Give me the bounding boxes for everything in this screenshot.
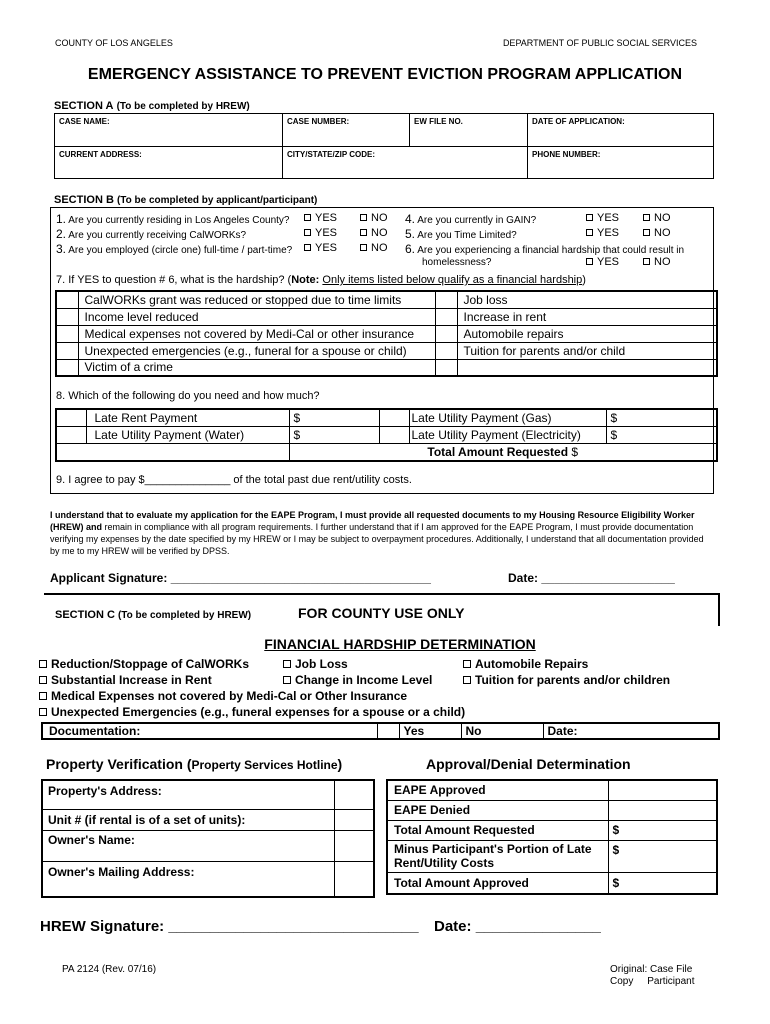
department-name: DEPARTMENT OF PUBLIC SOCIAL SERVICES <box>502 38 697 48</box>
q6-no[interactable] <box>643 256 671 268</box>
section-b-note: (To be completed by applicant/participant) <box>116 195 318 206</box>
table-row <box>56 308 717 325</box>
hardship-check[interactable] <box>435 342 457 359</box>
table-row <box>387 872 717 894</box>
statement-bold: I understand that to evaluate my application for the EAPE Program, I must provide all requested documents to my Housing Resource Eligibility Worker (HREW) and <box>50 510 695 532</box>
date-of-application-label: DATE OF APPLICATION: <box>532 117 625 126</box>
hardship-right-item: Increase in rent <box>457 308 717 325</box>
opt-job-loss[interactable] <box>283 657 348 671</box>
question-2 <box>56 227 246 241</box>
total-requested-input[interactable]: $ <box>608 820 717 840</box>
q1-num: 1. <box>56 212 67 226</box>
spacer <box>56 443 289 461</box>
yes-label: YES <box>597 227 620 239</box>
dollar-sign: $ <box>571 444 579 459</box>
hardship-table <box>55 290 718 377</box>
section-a-note: (To be completed by HREW) <box>116 101 250 112</box>
q5-num: 5. <box>405 227 416 241</box>
q5-text: Are you Time Limited? <box>417 230 517 241</box>
hardship-check[interactable] <box>435 359 457 376</box>
checkbox-icon[interactable] <box>39 692 47 700</box>
approval-title: Approval/Denial Determination <box>426 756 631 772</box>
table-row <box>56 359 717 376</box>
table-row <box>42 780 374 809</box>
documentation-yes: Yes <box>399 723 461 739</box>
table-row <box>56 342 717 359</box>
total-requested-label: Total Amount Requested <box>427 444 569 459</box>
need-right-amount[interactable]: $ <box>606 426 717 443</box>
question-8: 8. Which of the following do you need and how much? <box>56 390 320 402</box>
hardship-check[interactable] <box>435 308 457 325</box>
opt-label: Change in Income Level <box>295 673 433 687</box>
checkbox-icon[interactable] <box>643 229 650 236</box>
table-row <box>387 840 717 872</box>
opt-label: Reduction/Stoppage of CalWORKs <box>51 657 249 671</box>
property-title <box>46 756 342 772</box>
copy-participant: Copy Participant <box>610 976 695 987</box>
table-row <box>56 291 717 308</box>
property-address-input[interactable] <box>334 780 374 809</box>
checkbox-icon[interactable] <box>360 214 367 221</box>
yes-label: YES <box>315 212 338 224</box>
checkbox-icon[interactable] <box>283 660 291 668</box>
case-number-label: CASE NUMBER: <box>287 117 350 126</box>
hardship-check[interactable] <box>56 342 78 359</box>
q4-yes[interactable] <box>586 212 619 224</box>
need-check[interactable] <box>56 426 86 443</box>
opt-reduction[interactable] <box>39 657 249 671</box>
question-6 <box>405 242 684 256</box>
applicant-signature-line[interactable]: _______________________________________ <box>170 571 431 585</box>
need-right-item: Late Utility Payment (Gas) <box>409 409 606 426</box>
table-row <box>56 443 717 461</box>
hrew-date[interactable] <box>434 918 601 935</box>
total-approved-input[interactable]: $ <box>608 872 717 894</box>
hrew-signature-label: HREW Signature: <box>40 918 165 935</box>
table-row <box>42 723 719 739</box>
county-name: COUNTY OF LOS ANGELES <box>55 38 173 48</box>
checkbox-icon[interactable] <box>304 229 311 236</box>
documentation-no[interactable]: No <box>461 723 543 739</box>
table-row <box>56 325 717 342</box>
total-requested-cell[interactable] <box>289 443 717 461</box>
documentation-date[interactable]: Date: <box>543 723 719 739</box>
determination-title: FINANCIAL HARDSHIP DETERMINATION <box>264 636 536 652</box>
statement-rest: remain in compliance with all program requirements. I further understand that if I am approved for the EAPE Program, I must provide documentation verifying my expenses by the date specified by my HREW or I may be subject to overpayment procedures. Additionally, I understand that all documentation provided by me to my HREW will be verified by DPSS. <box>50 522 704 556</box>
applicant-signature-label: Applicant Signature: <box>50 571 168 585</box>
property-address-label: Property's Address: <box>42 780 334 809</box>
need-check[interactable] <box>379 426 409 443</box>
applicant-signature[interactable] <box>50 571 431 585</box>
q4-num: 4. <box>405 212 416 226</box>
q6-text: Are you experiencing a financial hardship that could result in <box>417 245 685 256</box>
need-left-amount[interactable]: $ <box>289 409 379 426</box>
opt-tuition[interactable] <box>463 673 670 687</box>
q7-lead: 7. If YES to question # 6, what is the hardship? ( <box>56 274 292 286</box>
need-right-item: Late Utility Payment (Electricity) <box>409 426 606 443</box>
eape-denied-input[interactable] <box>608 800 717 820</box>
participant-portion-input[interactable]: $ <box>608 840 717 872</box>
case-number-field[interactable] <box>282 113 410 147</box>
city-state-zip-field[interactable] <box>282 146 528 179</box>
opt-income-change[interactable] <box>283 673 432 687</box>
county-use-only: FOR COUNTY USE ONLY <box>298 605 465 621</box>
total-requested-label: Total Amount Requested <box>387 820 608 840</box>
hardship-left-item: CalWORKs grant was reduced or stopped due to time limits <box>78 291 435 308</box>
q6-num: 6. <box>405 242 416 256</box>
table-row <box>56 426 717 443</box>
table-row <box>387 820 717 840</box>
ew-file-no-field[interactable] <box>409 113 528 147</box>
need-left-item: Late Utility Payment (Water) <box>86 426 289 443</box>
checkbox-icon[interactable] <box>586 258 593 265</box>
applicant-date[interactable] <box>508 571 675 585</box>
yes-label: YES <box>315 242 338 254</box>
city-state-zip-label: CITY/STATE/ZIP CODE: <box>287 150 376 159</box>
hardship-right-item: Automobile repairs <box>457 325 717 342</box>
eape-denied-label: EAPE Denied <box>387 800 608 820</box>
section-b-heading <box>54 194 317 206</box>
eape-approved-label: EAPE Approved <box>387 780 608 800</box>
eape-approved-input[interactable] <box>608 780 717 800</box>
phone-number-label: PHONE NUMBER: <box>532 150 601 159</box>
phone-number-field[interactable] <box>527 146 714 179</box>
case-name-field[interactable] <box>54 113 283 147</box>
checkbox-icon[interactable] <box>39 660 47 668</box>
opt-label: Unexpected Emergencies (e.g., funeral expenses for a spouse or a child) <box>51 705 466 719</box>
form-id: PA 2124 (Rev. 07/16) <box>62 964 157 975</box>
opt-label: Substantial Increase in Rent <box>51 673 212 687</box>
yes-label: YES <box>597 256 620 268</box>
q2-text: Are you currently receiving CalWORKs? <box>68 230 247 241</box>
q1-yes[interactable] <box>304 212 337 224</box>
need-check[interactable] <box>379 409 409 426</box>
need-check[interactable] <box>56 409 86 426</box>
section-a-table <box>54 113 714 179</box>
total-approved-label: Total Amount Approved <box>387 872 608 894</box>
checkbox-icon[interactable] <box>463 676 471 684</box>
checkbox-icon[interactable] <box>586 229 593 236</box>
question-9: 9. I agree to pay $______________ of the total past due rent/utility costs. <box>56 474 412 486</box>
documentation-yes-check[interactable] <box>377 723 399 739</box>
section-c-label: SECTION C <box>55 609 115 621</box>
property-title-main: Property Verification ( <box>46 756 192 772</box>
case-name-label: CASE NAME: <box>59 117 110 126</box>
q2-yes[interactable] <box>304 227 337 239</box>
checkbox-icon[interactable] <box>463 660 471 668</box>
q1-text: Are you currently residing in Los Angeles County? <box>68 215 290 226</box>
property-title-close: ) <box>337 756 343 772</box>
question-7 <box>56 274 586 286</box>
table-row <box>387 780 717 800</box>
q3-yes[interactable] <box>304 242 337 254</box>
hardship-check[interactable] <box>435 291 457 308</box>
hrew-date-line[interactable]: _______________ <box>475 918 601 935</box>
section-a-heading <box>54 100 250 112</box>
checkbox-icon[interactable] <box>39 676 47 684</box>
q1-no[interactable] <box>360 212 388 224</box>
documentation-label: Documentation: <box>42 723 377 739</box>
table-row <box>387 800 717 820</box>
table-row <box>56 409 717 426</box>
hardship-check[interactable] <box>56 291 78 308</box>
no-label: NO <box>371 242 388 254</box>
yes-label: YES <box>315 227 338 239</box>
q3-num: 3. <box>56 242 67 256</box>
checkbox-icon[interactable] <box>643 258 650 265</box>
q4-text: Are you currently in GAIN? <box>417 215 537 226</box>
hrew-signature-line[interactable]: ______________________________ <box>168 918 419 935</box>
opt-rent-increase[interactable] <box>39 673 212 687</box>
q5-yes[interactable] <box>586 227 619 239</box>
table-row <box>42 809 374 830</box>
q4-no[interactable] <box>643 212 671 224</box>
need-left-amount[interactable]: $ <box>289 426 379 443</box>
hardship-right-item: Tuition for parents and/or child <box>457 342 717 359</box>
current-address-label: CURRENT ADDRESS: <box>59 150 142 159</box>
q7-close: ) <box>582 274 586 286</box>
applicant-statement <box>50 509 715 557</box>
need-table <box>55 408 718 462</box>
no-label: NO <box>654 256 671 268</box>
owner-mailing-label: Owner's Mailing Address: <box>42 861 334 897</box>
q7-note-label: Note: <box>291 274 320 286</box>
need-right-amount[interactable]: $ <box>606 409 717 426</box>
date-of-application-field[interactable] <box>527 113 714 147</box>
ew-file-no-label: EW FILE NO. <box>414 117 463 126</box>
need-left-item: Late Rent Payment <box>86 409 289 426</box>
hardship-check[interactable] <box>435 325 457 342</box>
section-b-label: SECTION B <box>54 194 114 206</box>
section-c-note: (To be completed by HREW) <box>117 610 252 621</box>
hardship-check[interactable] <box>56 308 78 325</box>
hardship-left-item: Unexpected emergencies (e.g., funeral for a spouse or child) <box>78 342 435 359</box>
no-label: NO <box>371 227 388 239</box>
approval-table <box>386 779 718 895</box>
applicant-date-label: Date: <box>508 571 539 585</box>
section-a-label: SECTION A <box>54 100 114 112</box>
checkbox-icon[interactable] <box>304 244 311 251</box>
question-3 <box>56 242 292 256</box>
table-row <box>42 861 374 897</box>
hardship-check[interactable] <box>56 325 78 342</box>
documentation-table <box>41 722 720 740</box>
owner-name-label: Owner's Name: <box>42 830 334 861</box>
hrew-signature[interactable] <box>40 918 419 935</box>
participant-portion-label: Minus Participant's Portion of Late Rent/Utility Costs <box>387 840 608 872</box>
table-row <box>42 830 374 861</box>
checkbox-icon[interactable] <box>586 214 593 221</box>
current-address-field[interactable] <box>54 146 283 179</box>
checkbox-icon[interactable] <box>304 214 311 221</box>
opt-auto-repairs[interactable] <box>463 657 588 671</box>
form-title: EMERGENCY ASSISTANCE TO PREVENT EVICTION PROGRAM APPLICATION <box>87 66 683 83</box>
hardship-right-item <box>457 359 717 376</box>
property-title-sub: Property Services Hotline <box>191 758 338 772</box>
q6-yes[interactable] <box>586 256 619 268</box>
hardship-check[interactable] <box>56 359 78 376</box>
opt-label: Tuition for parents and/or children <box>475 673 671 687</box>
opt-label: Medical Expenses not covered by Medi-Cal or Other Insurance <box>51 689 408 703</box>
q2-num: 2. <box>56 227 67 241</box>
question-5 <box>405 227 517 241</box>
applicant-date-line[interactable]: ____________________ <box>541 571 675 585</box>
copy-original: Original: Case File <box>610 964 693 975</box>
q3-text: Are you employed (circle one) full-time / part-time? <box>68 245 293 256</box>
section-c-heading <box>55 609 251 621</box>
owner-name-input[interactable] <box>334 830 374 861</box>
q2-no[interactable] <box>360 227 388 239</box>
no-label: NO <box>371 212 388 224</box>
opt-emergencies[interactable] <box>39 705 465 719</box>
opt-medical[interactable] <box>39 689 407 703</box>
yes-label: YES <box>597 212 620 224</box>
hardship-left-item: Victim of a crime <box>78 359 435 376</box>
checkbox-icon[interactable] <box>283 676 291 684</box>
checkbox-icon[interactable] <box>643 214 650 221</box>
no-label: NO <box>654 212 671 224</box>
opt-label: Automobile Repairs <box>475 657 589 671</box>
owner-mailing-input[interactable] <box>334 861 374 897</box>
opt-label: Job Loss <box>295 657 348 671</box>
hardship-right-item: Job loss <box>457 291 717 308</box>
checkbox-icon[interactable] <box>360 244 367 251</box>
checkbox-icon[interactable] <box>360 229 367 236</box>
hardship-left-item: Income level reduced <box>78 308 435 325</box>
question-1 <box>56 212 290 226</box>
hrew-date-label: Date: <box>434 918 472 935</box>
no-label: NO <box>654 227 671 239</box>
property-table <box>41 779 375 898</box>
question-4 <box>405 212 536 226</box>
q7-note-text: Only items listed below qualify as a financial hardship <box>322 274 583 286</box>
q5-no[interactable] <box>643 227 671 239</box>
q3-no[interactable] <box>360 242 388 254</box>
hardship-left-item: Medical expenses not covered by Medi-Cal or other insurance <box>78 325 435 342</box>
unit-label: Unit # (if rental is of a set of units): <box>42 809 334 830</box>
checkbox-icon[interactable] <box>39 708 47 716</box>
question-6-cont: homelessness? <box>422 257 492 268</box>
unit-input[interactable] <box>334 809 374 830</box>
